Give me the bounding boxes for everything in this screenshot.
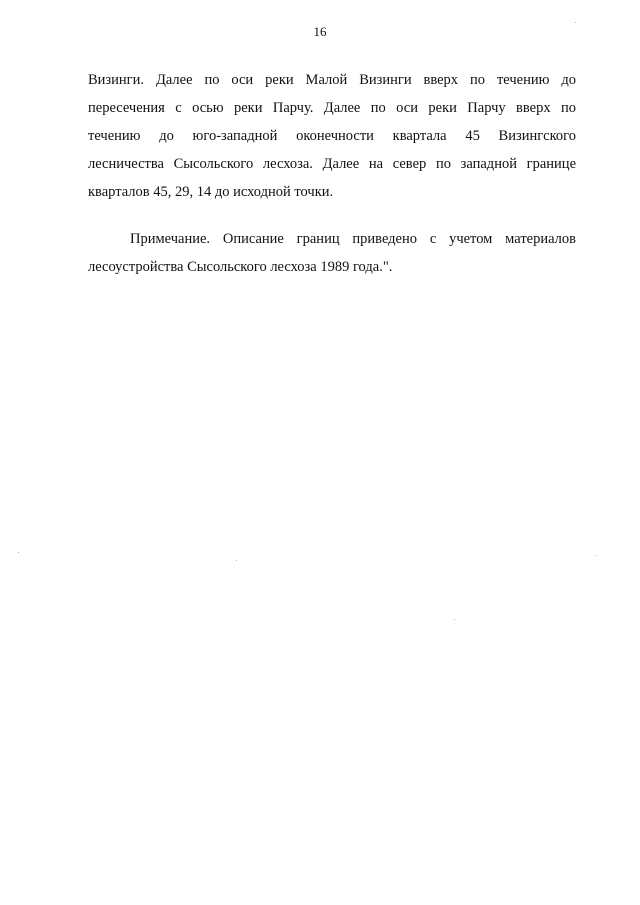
text-line: течению до юго-западной оконечности квартала 45 Визингского — [88, 128, 576, 144]
text-line: пересечения с осью реки Парчу. Далее по оси реки Парчу вверх по — [88, 100, 576, 116]
paragraph-note — [88, 225, 576, 281]
text-line: Визинги. Далее по оси реки Малой Визинги вверх по течению до — [88, 72, 576, 88]
text-line: лесоустройства Сысольского лесхоза 1989 года.". — [88, 259, 393, 275]
scan-speck — [575, 22, 576, 23]
text-line: Примечание. Описание границ приведено с учетом материалов — [130, 231, 576, 247]
scan-speck — [596, 555, 597, 556]
text-line: кварталов 45, 29, 14 до исходной точки. — [88, 184, 334, 200]
scan-speck — [18, 552, 19, 553]
text-line: лесничества Сысольского лесхоза. Далее на север по западной границе — [88, 156, 576, 172]
paragraph-boundary-description — [88, 66, 576, 206]
scan-speck — [454, 619, 455, 620]
scan-speck — [236, 560, 237, 561]
page-number: 16 — [313, 24, 327, 39]
